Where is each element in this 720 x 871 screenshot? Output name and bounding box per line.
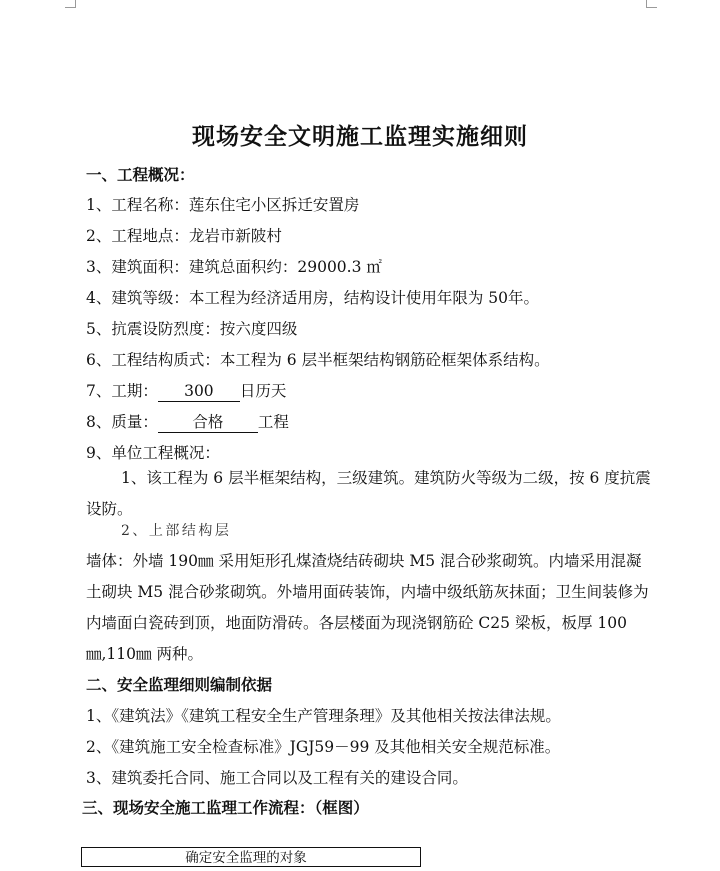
section-heading-overview: 一、工程概况： — [86, 165, 195, 184]
basis-item-1: 1、《建筑法》《建筑工程安全生产管理条理》及其他相关按法律法规。 — [86, 707, 561, 725]
page-corner-mark-right — [646, 0, 657, 8]
page-corner-mark-left — [65, 0, 76, 8]
quality-requirement — [86, 412, 289, 433]
flowchart-box-identify-objects: 确定安全监理的对象 — [81, 847, 421, 867]
document-title: 现场安全文明施工监理实施细则 — [192, 123, 528, 150]
quality-label: 8、质量： — [86, 413, 158, 431]
seismic-intensity: 5、抗震设防烈度：按六度四级 — [86, 320, 298, 338]
basis-item-3: 3、建筑委托合同、施工合同以及工程有关的建设合同。 — [86, 769, 468, 787]
quality-unit: 工程 — [257, 413, 289, 431]
wall-description-paragraph: 墙体：外墙 190㎜ 采用矩形孔煤渣烧结砖砌块 M5 混合砂浆砌筑。内墙采用混凝土砌块 M5 混合砂浆砌筑。外墙用面砖装饰，内墙中级纸筋灰抹面；卫生间装修为内墙面白瓷砖到顶，地面防滑砖。各层楼面为现浇钢筋砼 C25 梁板，板厚 100㎜,110㎜ 两种。 — [86, 552, 649, 663]
construction-period-value: 300 — [158, 382, 240, 402]
construction-period-unit: 日历天 — [239, 382, 287, 400]
upper-structure-heading: 2、上部结构层 — [121, 523, 232, 539]
project-location: 2、工程地点：龙岩市新陂村 — [86, 227, 282, 245]
section-heading-basis: 二、安全监理细则编制依据 — [86, 675, 273, 694]
unit-overview-heading: 9、单位工程概况： — [86, 444, 220, 462]
quality-value: 合格 — [158, 413, 258, 433]
structure-type: 6、工程结构质式：本工程为 6 层半框架结构钢筋砼框架体系结构。 — [86, 351, 550, 369]
construction-period-label: 7、工期： — [86, 382, 158, 400]
structure-summary-paragraph: 1、该工程为 6 层半框架结构，三级建筑。建筑防火等级为二级，按 6 度抗震设防。 — [86, 469, 651, 518]
building-grade: 4、建筑等级：本工程为经济适用房，结构设计使用年限为 50年。 — [86, 289, 540, 307]
building-area: 3、建筑面积：建筑总面积约：29000.3 ㎡ — [86, 258, 382, 276]
construction-period — [86, 381, 286, 402]
section-heading-workflow: 三、现场安全施工监理工作流程：（框图） — [82, 798, 369, 817]
project-name: 1、工程名称：莲东住宅小区拆迁安置房 — [86, 196, 360, 214]
basis-item-2: 2、《建筑施工安全检查标准》JGJ59－99 及其他相关安全规范标准。 — [86, 738, 561, 756]
